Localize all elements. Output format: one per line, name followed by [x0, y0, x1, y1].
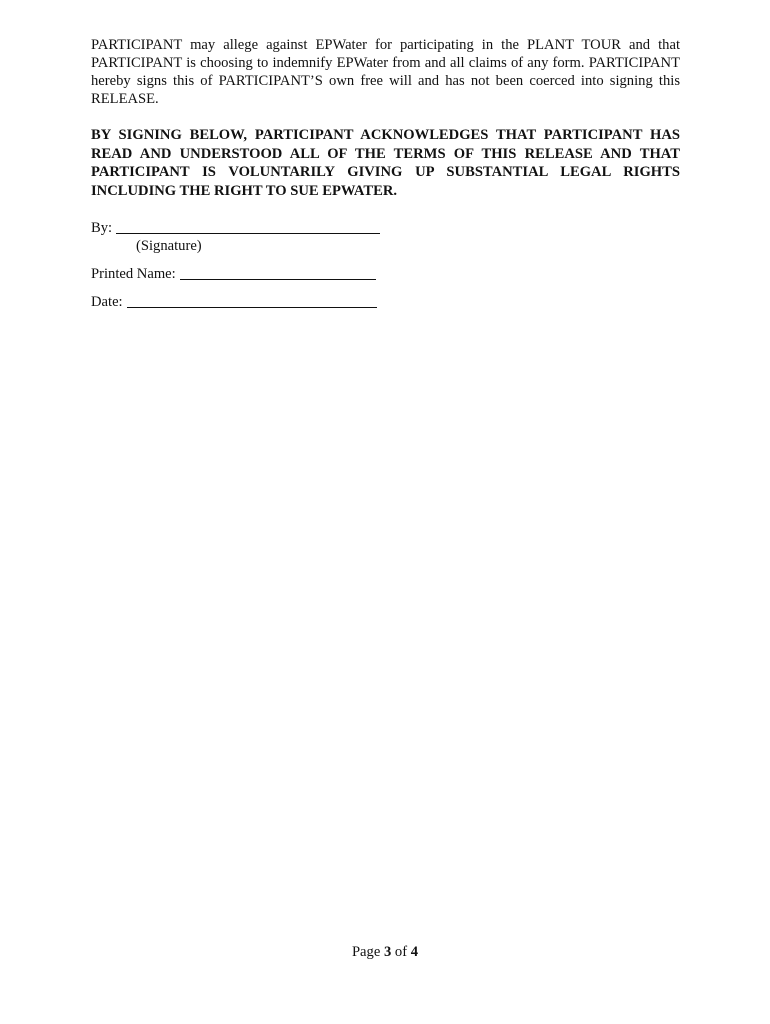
page-prefix: Page — [351, 944, 381, 960]
acknowledgement-paragraph: BY SIGNING BELOW, PARTICIPANT ACKNOWLEDGES THAT PARTICIPANT HAS READ AND UNDERSTOOD ALL OF THE TERMS OF THIS RELEASE AND THAT PARTICIPANT IS VOLUNTARILY GIVING UP SUBSTANTIAL LEGAL RIGHTS INCLUDING THE RIGHT TO SUE EPWATER. — [91, 127, 680, 199]
release-paragraph: PARTICIPANT may allege against EPWater for participating in the PLANT TOUR and that PARTICIPANT is choosing to indemnify EPWater from and all claims of any form. PARTICIPANT hereby signs this of PARTICIPANT’S own free will and has not been coerced into signing this RELEASE. — [91, 37, 680, 107]
by-row — [91, 217, 680, 237]
date-line[interactable] — [127, 293, 377, 308]
printed-name-row — [91, 263, 680, 283]
printed-name-line[interactable] — [180, 265, 376, 280]
date-label: Date: — [91, 294, 123, 310]
date-row — [91, 291, 680, 311]
signature-line[interactable] — [116, 219, 380, 234]
signature-block — [91, 217, 680, 311]
document-content — [91, 36, 680, 311]
page-of: of — [394, 944, 408, 960]
page-total-number: 4 — [410, 944, 419, 960]
printed-name-label: Printed Name: — [91, 266, 176, 282]
page-footer — [0, 944, 770, 961]
by-label: By: — [91, 220, 113, 236]
page-current-number: 3 — [383, 944, 392, 960]
signature-caption: (Signature) — [136, 238, 202, 254]
